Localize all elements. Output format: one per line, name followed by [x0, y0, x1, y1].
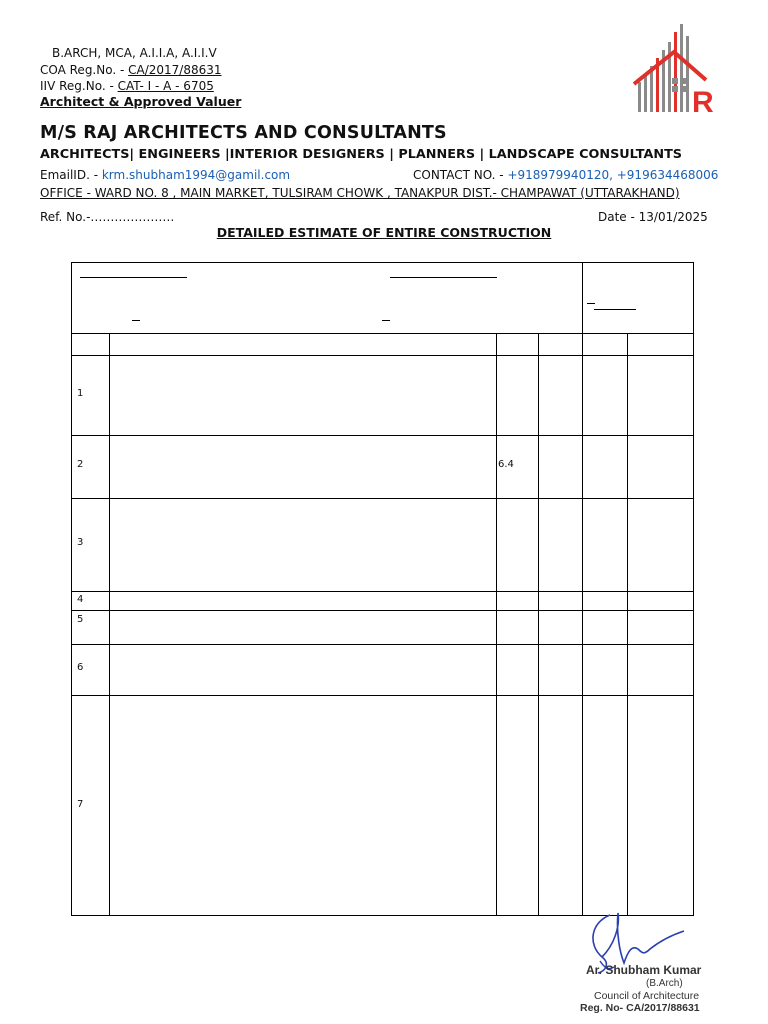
office-address: OFFICE - WARD NO. 8 , MAIN MARKET, TULSIRAM CHOWK , TANAKPUR DIST.- CHAMPAWAT (UTTARAKHAND) [40, 186, 680, 200]
row-sno: 1 [77, 388, 84, 399]
firm-logo [630, 22, 720, 118]
row-line [72, 355, 693, 356]
signature-stamp [580, 905, 720, 1017]
logo-letter: R [692, 86, 714, 118]
row-line [72, 333, 693, 334]
estimate-table [71, 262, 694, 916]
row-line [72, 610, 693, 611]
header-dash-left [132, 320, 140, 321]
document-date: Date - 13/01/2025 [598, 210, 708, 224]
column-line [627, 333, 628, 915]
services-line: ARCHITECTS| ENGINEERS |INTERIOR DESIGNERS | PLANNERS | LANDSCAPE CONSULTANTS [40, 147, 683, 162]
firm-name: M/S RAJ ARCHITECTS AND CONSULTANTS [40, 123, 447, 143]
signatory-reg: Reg. No- CA/2017/88631 [580, 1002, 700, 1014]
header-underline-left [80, 277, 187, 278]
email-line [40, 168, 290, 182]
row-line [72, 695, 693, 696]
column-line [582, 333, 583, 915]
row-line [72, 498, 693, 499]
row-line [72, 591, 693, 592]
row-sno: 7 [77, 799, 84, 810]
coa-reg-label: COA Reg.No. - [40, 63, 129, 77]
signatory-name: Ar. Shubham Kumar [586, 963, 702, 977]
iiv-reg-value: CAT- I - A - 6705 [117, 79, 214, 93]
row-line [72, 644, 693, 645]
architect-role: Architect & Approved Valuer [40, 94, 242, 109]
email-label: EmailID. - [40, 168, 102, 182]
iiv-reg-line [40, 79, 214, 94]
row-value: 6.4 [498, 459, 514, 470]
contact-line [413, 168, 718, 182]
column-line [109, 333, 110, 915]
building-logo-icon [630, 22, 720, 118]
row-sno: 5 [77, 614, 84, 625]
qualifications: B.ARCH, MCA, A.I.I.A, A.I.I.V [52, 46, 217, 60]
row-sno: 3 [77, 537, 84, 548]
column-line [496, 333, 497, 915]
signatory-council: Council of Architecture [594, 990, 700, 1002]
header-underline-middle [390, 277, 497, 278]
coa-reg-value: CA/2017/88631 [128, 63, 222, 77]
header-dash-right [587, 303, 595, 304]
contact-numbers[interactable]: +918979940120, +919634468006 [507, 168, 719, 182]
header-underline-right [594, 309, 636, 310]
coa-reg-line [40, 63, 222, 78]
column-line [538, 333, 539, 915]
row-sno: 2 [77, 459, 84, 470]
document-title: DETAILED ESTIMATE OF ENTIRE CONSTRUCTION [216, 225, 552, 240]
row-sno: 4 [77, 594, 84, 605]
header-dash-middle [382, 320, 390, 321]
signatory-degree: (B.Arch) [646, 978, 683, 989]
contact-label: CONTACT NO. - [413, 168, 508, 182]
header-divider [582, 263, 583, 333]
row-line [72, 435, 693, 436]
email-link[interactable]: krm.shubham1994@gamil.com [101, 168, 291, 182]
ref-number: Ref. No.-………………… [40, 210, 175, 224]
iiv-reg-label: IIV Reg.No. - [40, 79, 118, 93]
row-sno: 6 [77, 662, 84, 673]
